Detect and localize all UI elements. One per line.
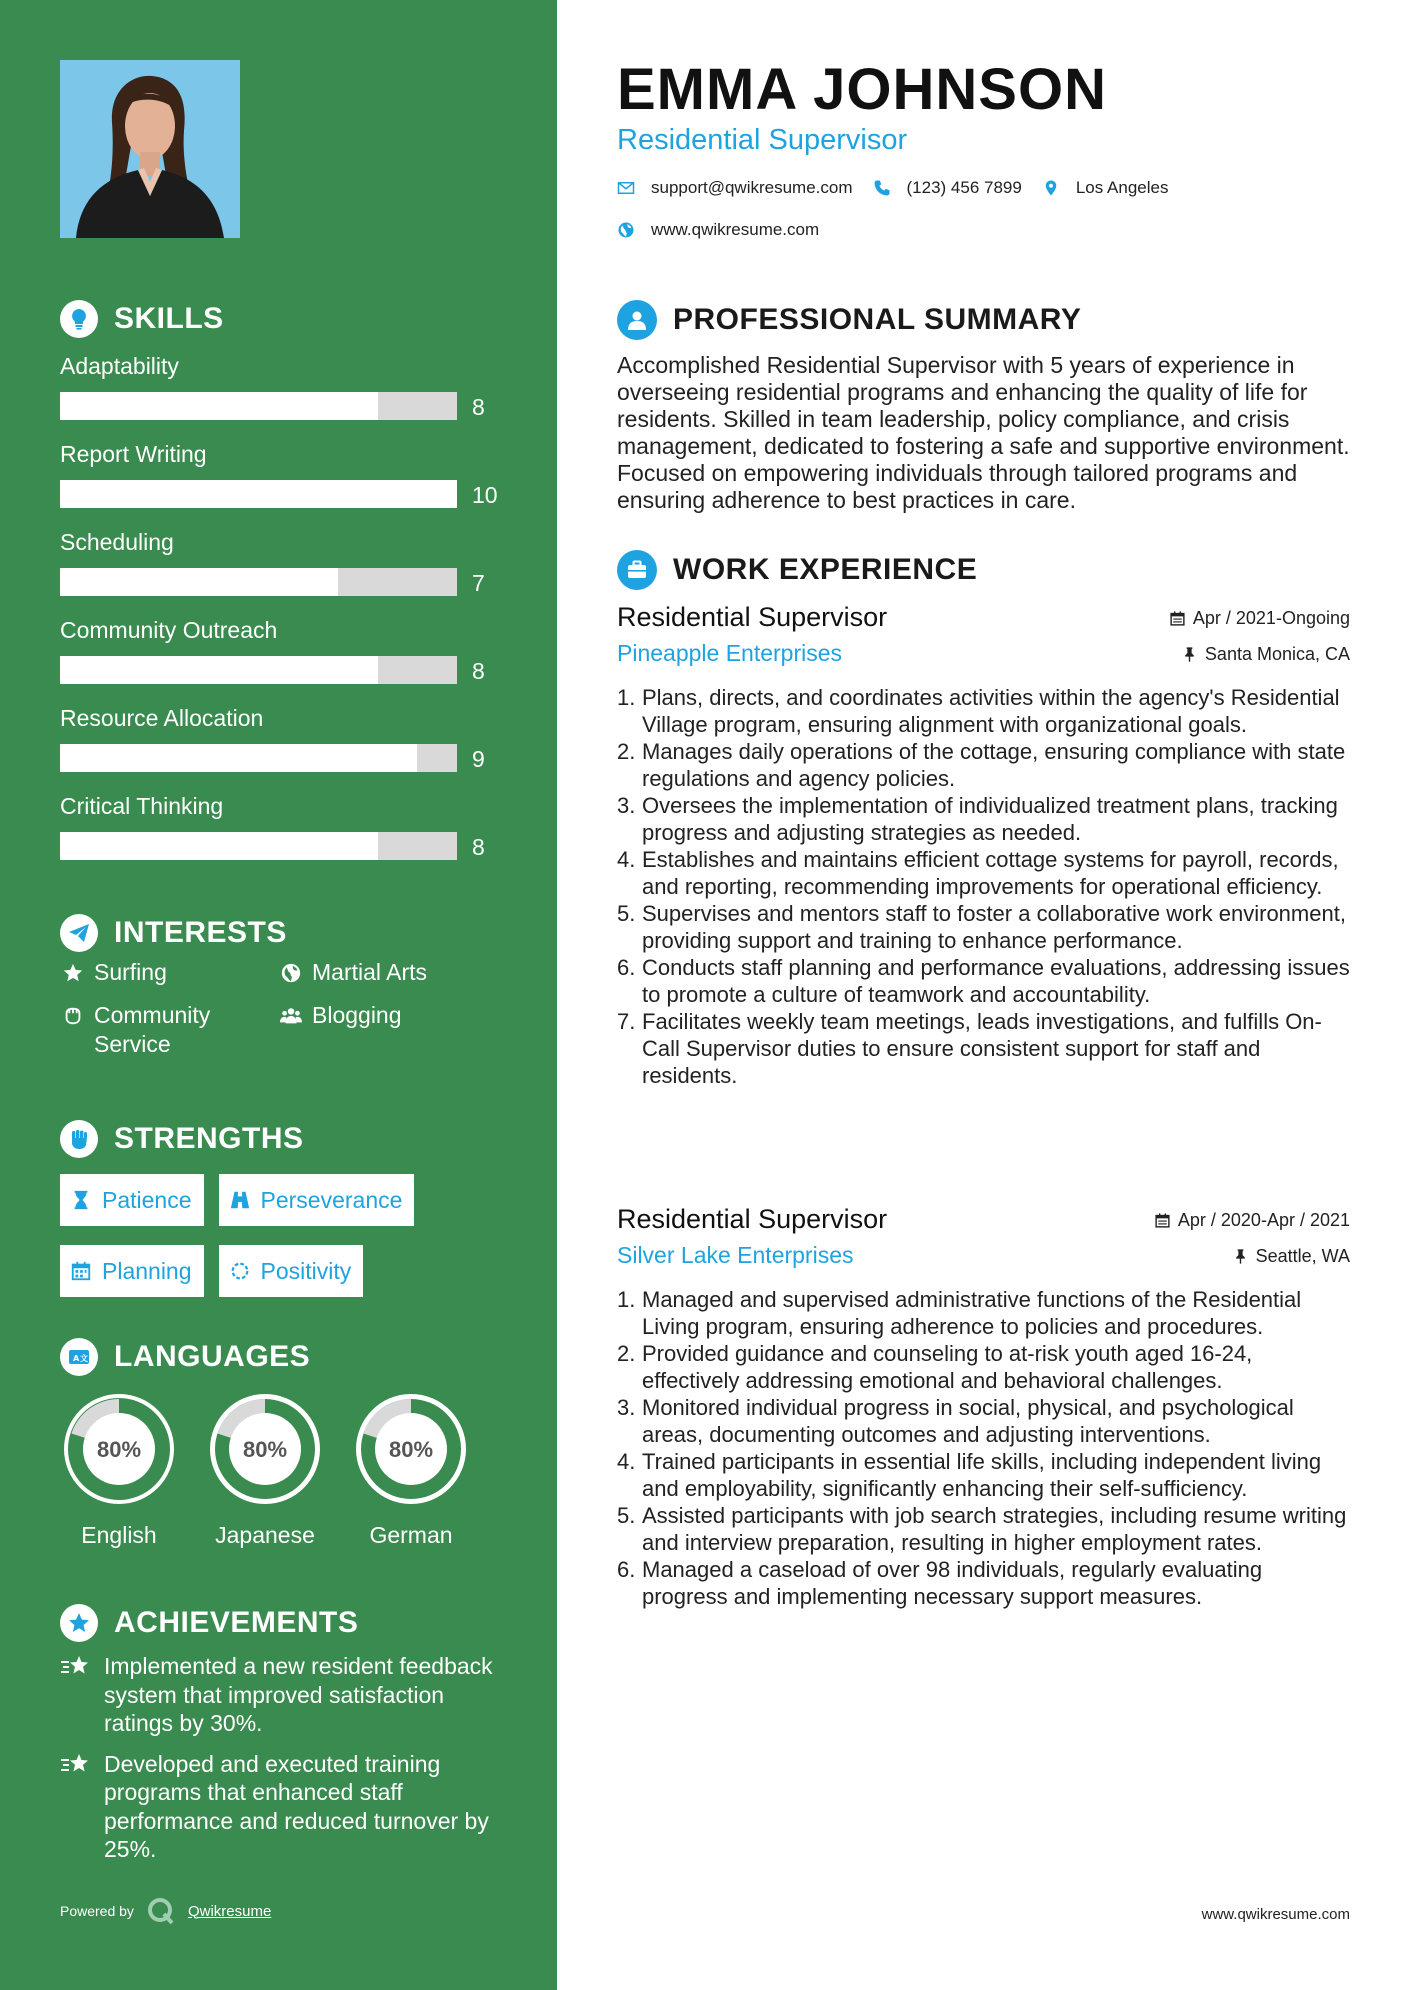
fist-icon (60, 1120, 98, 1158)
job-location (1232, 1246, 1350, 1267)
skill-item (60, 700, 500, 788)
pushpin-icon (1232, 1248, 1249, 1265)
website[interactable]: www.qwikresume.com (651, 220, 820, 239)
job-title: Residential Supervisor (617, 602, 888, 632)
achievements-list (60, 1652, 500, 1876)
skill-bar-track (60, 656, 457, 684)
calendar-icon (1169, 610, 1186, 627)
language-ring (58, 1388, 180, 1510)
skill-item (60, 348, 500, 436)
interests-heading (60, 914, 287, 952)
job-company: Silver Lake Enterprises (617, 1242, 854, 1268)
language-name: English (81, 1522, 157, 1548)
phone-icon (873, 178, 895, 198)
svg-text:文: 文 (80, 1354, 88, 1363)
website-row (617, 220, 819, 240)
achievements-heading (60, 1604, 358, 1642)
qwikresume-link[interactable]: Qwikresume (187, 1902, 272, 1920)
strengths-list (60, 1174, 500, 1316)
skill-name: Community Outreach (60, 617, 278, 643)
location-pin-icon (1042, 178, 1064, 198)
language-item (58, 1388, 180, 1549)
achievement-item (60, 1652, 500, 1738)
job-location-text: Seattle, WA (1255, 1246, 1350, 1266)
strengths-heading (60, 1120, 304, 1158)
spinner-icon (229, 1260, 251, 1282)
job-bullet: 2. Manages daily operations of the cottage, ensuring compliance with state regulations and agency policies. (617, 738, 1350, 792)
users-icon (278, 1001, 304, 1030)
hourglass-icon (70, 1189, 92, 1211)
profile-photo (60, 60, 240, 238)
skill-name: Scheduling (60, 529, 174, 555)
job-bullet: 7. Facilitates weekly team meetings, leads investigations, and fulfills On-Call Supervisor duties to ensure consistent support for staff and residents. (617, 1008, 1350, 1089)
job-bullet-text: Monitored individual progress in social, physical, and psychological areas, documenting outcomes and adjusting interventions. (642, 1395, 1294, 1447)
strength-tag (60, 1245, 204, 1297)
skill-name: Report Writing (60, 441, 207, 467)
language-name: Japanese (215, 1522, 315, 1548)
strength-label: Patience (102, 1186, 192, 1213)
job-bullet: 5. Supervises and mentors staff to foster a collaborative work environment, providing support and training to enhance performance. (617, 900, 1350, 954)
skill-value: 8 (472, 394, 485, 420)
skill-name: Critical Thinking (60, 793, 224, 819)
email[interactable]: support@qwikresume.com (651, 178, 853, 197)
job-bullet-text: Oversees the implementation of individualized treatment plans, tracking progress and adjusting strategies as needed. (642, 793, 1338, 845)
skills-list (60, 348, 500, 876)
interest-label: Community Service (94, 1002, 211, 1057)
skills-heading (60, 300, 224, 338)
user-icon (617, 300, 657, 340)
strength-tag (60, 1174, 204, 1226)
job-bullet: 1. Managed and supervised administrative functions of the Residential Living program, ensuring adherence to policies and procedures. (617, 1286, 1350, 1340)
skill-item (60, 612, 500, 700)
skill-name: Adaptability (60, 353, 179, 379)
globe-icon (278, 958, 304, 987)
skill-value: 9 (472, 746, 485, 772)
lightbulb-icon (60, 300, 98, 338)
strengths-row (60, 1174, 500, 1226)
experience-heading (617, 550, 977, 590)
powered-by (60, 1896, 271, 1926)
interest-label: Blogging (312, 1002, 402, 1028)
job-bullet-text: Establishes and maintains efficient cottage systems for payroll, records, and reporting, recommending improvements for operational efficiency. (642, 847, 1339, 899)
interest-item (60, 958, 278, 987)
skill-bar-fill (60, 656, 378, 684)
interest-item (278, 958, 498, 987)
job-bullet: 6. Managed a caseload of over 98 individuals, regularly evaluating progress and implementing necessary support measures. (617, 1556, 1350, 1610)
candidate-role: Residential Supervisor (617, 124, 908, 156)
strength-label: Positivity (260, 1257, 352, 1284)
strengths-row (60, 1245, 500, 1297)
job-date (1154, 1210, 1350, 1231)
star-icon (60, 958, 86, 987)
language-icon (60, 1338, 98, 1376)
skill-name: Resource Allocation (60, 705, 264, 731)
svg-text:A: A (73, 1354, 80, 1363)
shooting-star-icon (60, 1652, 94, 1680)
skills-title: SKILLS (114, 302, 224, 335)
languages-list (58, 1388, 496, 1549)
experience-title: WORK EXPERIENCE (673, 553, 978, 586)
briefcase-icon (617, 550, 657, 590)
job-bullet-text: Assisted participants with job search strategies, including resume writing and interview preparation, resulting in higher employment rates. (642, 1503, 1347, 1555)
skill-bar-track (60, 480, 457, 508)
language-name: German (369, 1522, 453, 1548)
star-badge-icon (60, 1604, 98, 1642)
skill-value: 8 (472, 834, 485, 860)
interest-label: Surfing (94, 959, 167, 985)
location: Los Angeles (1075, 178, 1169, 197)
strengths-title: STRENGTHS (114, 1122, 304, 1155)
job-bullet-text: Facilitates weekly team meetings, leads investigations, and fulfills On-Call Supervisor duties to ensure consistent support for staff and residents. (642, 1009, 1322, 1088)
envelope-icon (617, 178, 639, 198)
job-bullet-text: Trained participants in essential life skills, including independent living and employability, significantly enhancing their self-sufficiency. (642, 1449, 1322, 1501)
job-bullet-text: Supervises and mentors staff to foster a collaborative work environment, providing support and training to enhance performance. (642, 901, 1346, 953)
languages-title: LANGUAGES (114, 1340, 311, 1373)
language-ring (204, 1388, 326, 1510)
skill-bar-track (60, 744, 457, 772)
achievement-text: Implemented a new resident feedback system that improved satisfaction ratings by 30%. (104, 1653, 493, 1736)
skill-bar-fill (60, 744, 417, 772)
skill-value: 8 (472, 658, 485, 684)
road-icon (229, 1189, 251, 1211)
job-bullet: 4. Establishes and maintains efficient cottage systems for payroll, records, and reporting, recommending improvements for operational efficiency. (617, 846, 1350, 900)
strength-label: Planning (102, 1257, 192, 1284)
job-bullet-text: Provided guidance and counseling to at-risk youth aged 16-24, effectively addressing emotional and behavioral challenges. (642, 1341, 1253, 1393)
candidate-name: EMMA JOHNSON (617, 57, 1107, 122)
achievement-item (60, 1750, 500, 1864)
job-bullet-text: Managed a caseload of over 98 individuals, regularly evaluating progress and implementing necessary support measures. (642, 1557, 1263, 1609)
job-bullet-text: Plans, directs, and coordinates activities within the agency's Residential Village program, ensuring alignment with organizational goals. (642, 685, 1340, 737)
footer-website[interactable]: www.qwikresume.com (1201, 1906, 1350, 1923)
skill-bar-fill (60, 392, 378, 420)
paper-plane-icon (60, 914, 98, 952)
job-bullet: 3. Oversees the implementation of individualized treatment plans, tracking progress and adjusting strategies as needed. (617, 792, 1350, 846)
skill-bar-fill (60, 480, 457, 508)
skill-value: 7 (472, 570, 485, 596)
job-bullet: 6. Conducts staff planning and performance evaluations, addressing issues to promote a culture of teamwork and accountability. (617, 955, 1350, 1007)
qwikresume-logo-icon (146, 1896, 176, 1926)
calendar-icon (1154, 1212, 1171, 1229)
language-percent: 80% (96, 1437, 142, 1462)
calendar-icon (70, 1260, 92, 1282)
interest-item (60, 1001, 278, 1059)
strength-tag (219, 1245, 364, 1297)
sidebar (0, 0, 557, 1990)
job-bullet: 4. Trained participants in essential life skills, including independent living and employability, significantly enhancing their self-sufficiency. (617, 1448, 1350, 1502)
summary-title: PROFESSIONAL SUMMARY (673, 303, 1082, 336)
job-date-text: Apr / 2020-Apr / 2021 (1177, 1210, 1350, 1230)
language-percent: 80% (388, 1437, 434, 1462)
job-company: Pineapple Enterprises (617, 640, 843, 666)
job-bullet-text: Conducts staff planning and performance evaluations, addressing issues to promote a culture of teamwork and accountability. (642, 955, 1350, 1007)
job-bullet: 1. Plans, directs, and coordinates activities within the agency's Residential Village program, ensuring alignment with organizational goals. (617, 684, 1350, 738)
interests-title: INTERESTS (114, 916, 287, 949)
strength-label: Perseverance (260, 1186, 403, 1213)
skill-item (60, 524, 500, 612)
interest-item (278, 1001, 498, 1059)
summary-text: Accomplished Residential Supervisor with 5 years of experience in overseeing residential programs and enhancing the quality of life for residents. Skilled in team leadership, policy compliance, and crisis management, dedicated to fostering a safe and supportive environment. Focused on empowering individuals through tailored programs and ensuring adherence to best practices in care. (617, 352, 1350, 513)
job-location (1181, 644, 1350, 665)
skill-bar-track (60, 832, 457, 860)
skill-item (60, 436, 500, 524)
language-percent: 80% (242, 1437, 288, 1462)
pushpin-icon (1181, 646, 1198, 663)
job-date-text: Apr / 2021-Ongoing (1192, 608, 1350, 628)
skill-bar-fill (60, 832, 378, 860)
shooting-star-icon (60, 1750, 94, 1778)
language-item (350, 1388, 472, 1549)
job-bullets (617, 684, 1350, 1089)
skill-bar-track (60, 568, 457, 596)
achievements-title: ACHIEVEMENTS (114, 1606, 359, 1639)
skill-bar-track (60, 392, 457, 420)
skill-item (60, 788, 500, 876)
job-bullet-text: Managed and supervised administrative functions of the Residential Living program, ensuring adherence to policies and procedures. (642, 1287, 1302, 1339)
job-title: Residential Supervisor (617, 1204, 888, 1234)
job-date (1169, 608, 1350, 629)
interests-list (60, 958, 500, 1059)
job-bullet: 5. Assisted participants with job search strategies, including resume writing and interview preparation, resulting in higher employment rates. (617, 1502, 1350, 1556)
summary-heading (617, 300, 1081, 340)
achievement-text: Developed and executed training programs that enhanced staff performance and reduced turnover by 25%. (104, 1750, 489, 1862)
job-bullets (617, 1286, 1350, 1610)
globe-icon (617, 220, 639, 240)
job-bullet: 2. Provided guidance and counseling to at-risk youth aged 16-24, effectively addressing emotional and behavioral challenges. (617, 1340, 1350, 1394)
powered-by-label: Powered by (60, 1903, 134, 1919)
skill-bar-fill (60, 568, 338, 596)
job-bullet-text: Manages daily operations of the cottage, ensuring compliance with state regulations and agency policies. (642, 739, 1346, 791)
languages-heading (60, 1338, 310, 1376)
hand-icon (60, 1001, 86, 1030)
job-bullet: 3. Monitored individual progress in social, physical, and psychological areas, documenting outcomes and adjusting interventions. (617, 1394, 1350, 1448)
contact-row (617, 178, 1168, 198)
interest-label: Martial Arts (312, 959, 428, 985)
language-item (204, 1388, 326, 1549)
language-ring (350, 1388, 472, 1510)
skill-value: 10 (472, 482, 498, 508)
strength-tag (219, 1174, 415, 1226)
phone[interactable]: (123) 456 7899 (906, 178, 1022, 197)
job-location-text: Santa Monica, CA (1204, 644, 1350, 664)
